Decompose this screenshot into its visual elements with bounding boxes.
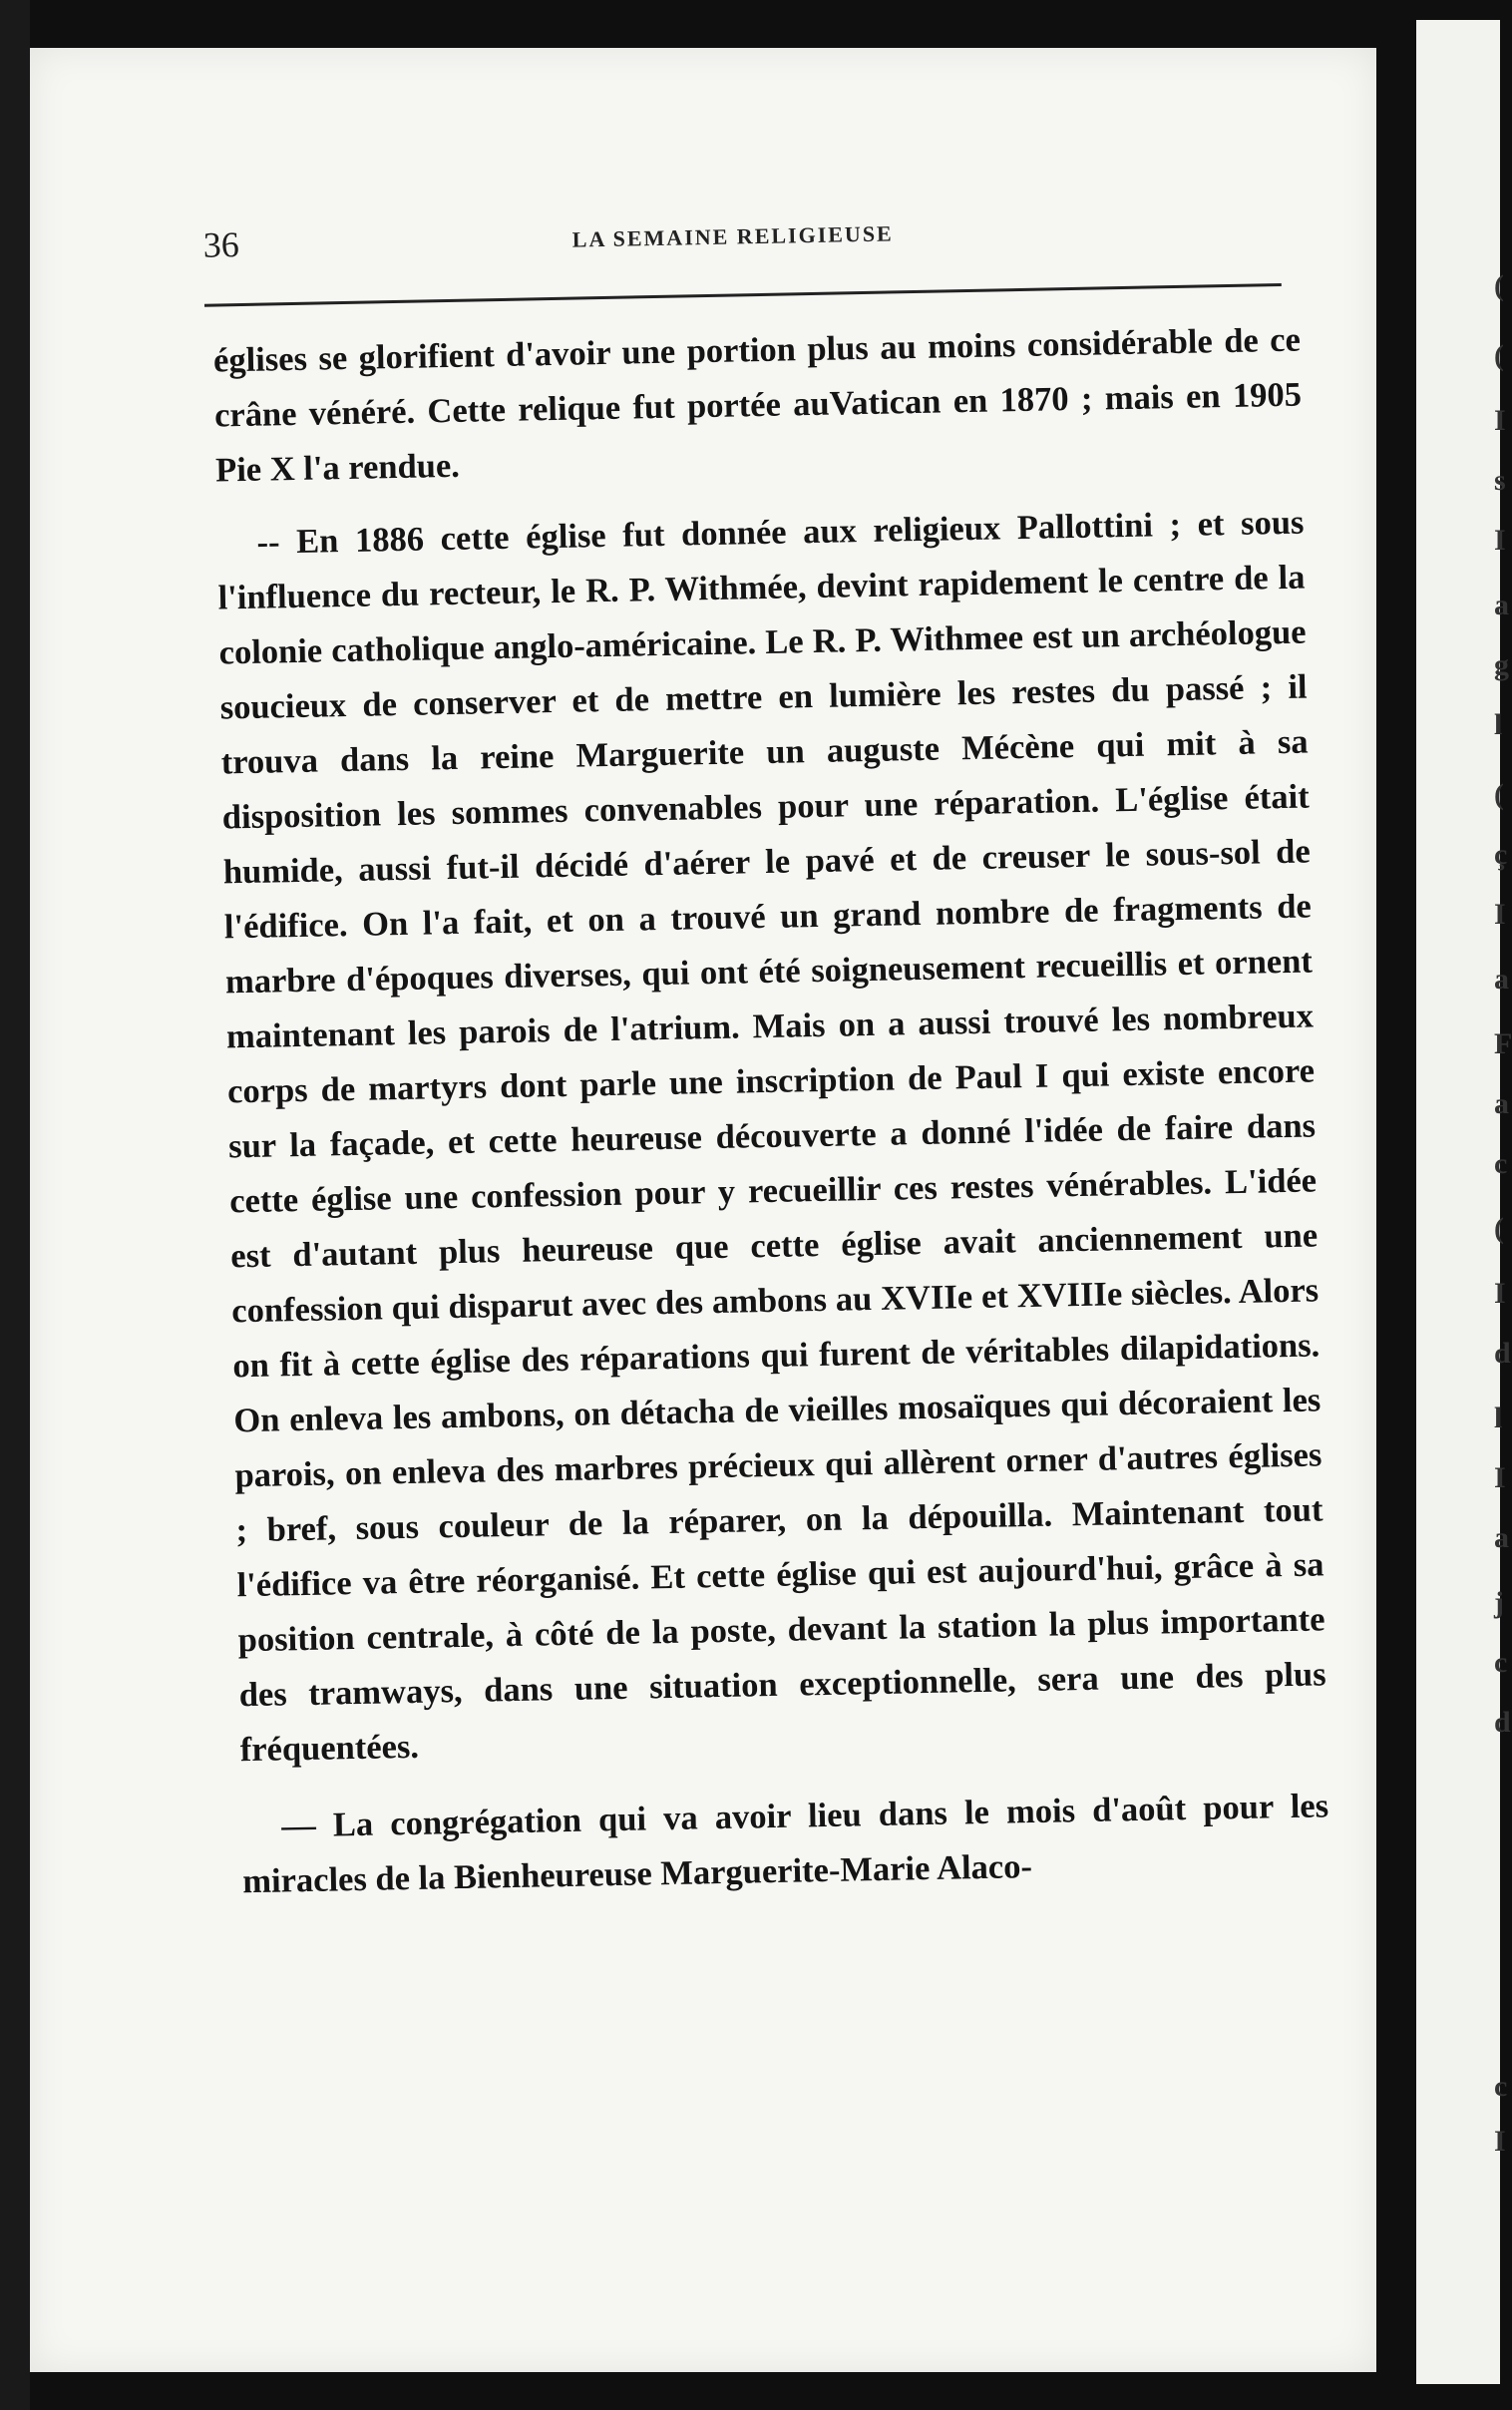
paragraph-continuation: églises se glorifient d'avoir une portion plus au moins considérable de ce crâne vénéré. Cette relique fut portée auVatican en 1870 ; mais en 1905 Pie X l'a rendue. <box>212 320 1303 490</box>
edge-letter: ( <box>1494 1212 1504 1245</box>
edge-letter: F <box>1494 1027 1512 1060</box>
edge-letter: I <box>1494 524 1506 557</box>
running-head: LA SEMAINE RELIGIEUSE <box>571 220 894 252</box>
edge-letter: ( <box>1494 778 1504 811</box>
edge-letter: c <box>1494 2070 1508 2103</box>
edge-letter: l <box>1494 708 1503 741</box>
edge-letter: I <box>1494 898 1506 931</box>
page-number: 36 <box>202 224 240 265</box>
adjacent-page-edge <box>1416 20 1512 2384</box>
edge-letter: c <box>1494 1147 1508 1180</box>
edge-letter: a <box>1494 1087 1509 1120</box>
edge-letter: I <box>1494 1461 1506 1494</box>
edge-letter: ( <box>1494 269 1504 302</box>
header-rule <box>204 283 1282 307</box>
edge-letter: c <box>1494 1646 1508 1679</box>
edge-letter: ( <box>1494 339 1504 372</box>
edge-letter: I <box>1494 2125 1506 2158</box>
edge-letter: d <box>1494 1706 1511 1739</box>
edge-letter: a <box>1494 589 1509 621</box>
edge-letter: s <box>1494 464 1506 497</box>
edge-letter: ç <box>1494 838 1508 871</box>
paragraph-pallottini: -- En 1886 cette église fut donnée aux religieux Pallottini ; et sous l'influence du recteur, le R. P. Withmée, devint rapidement le centre de la colonie catholique anglo-américaine. Le R. P. Withmee est un archéologue soucieux de conserver et de mettre en lumière les restes du passé ; il trouva dans la reine Marguerite un auguste Mécène qui mit à sa disposition les sommes convenables pour une réparation. L'église était humide, aussi fut-il décidé d'aérer le pavé et de creuser le sous-sol de l'édifice. On l'a fait, et on a trouvé un grand nombre de fragments de marbre d'époques diverses, qui ont été soigneusement recueillis et ornent maintenant les parois de l'atrium. Mais on a aussi trouvé les nombreux corps de martyrs dont parle une inscription de Paul I qui existe encore sur la façade, et cette heureuse découverte a donné l'idée de faire dans cette église une confession pour y recueillir ces restes vénérables. L'idée est d'autant plus heureuse que cette église avait anciennement une confession qui disparut avec des ambons au XVIIe et XVIIIe siècles. Alors on fit à cette église des réparations qui furent de véritables dilapidations. On enleva les ambons, on détacha de vieilles mosaïques qui décoraient les parois, on enleva des marbres précieux qui allèrent orner d'autres églises ; bref, sous couleur de la réparer, on la dépouilla. Maintenant tout l'édifice va être réorganisé. Et cette église qui est aujourd'hui, grâce à sa position centrale, à côté de la poste, devant la station la plus importante des tramways, dans une situation exceptionnelle, sera une des plus fréquentées. <box>217 503 1326 1770</box>
edge-letter: d <box>1494 1337 1511 1370</box>
edge-letter: a <box>1494 1521 1509 1554</box>
paragraph-congregation: — La congrégation qui va avoir lieu dans le mois d'août pour les miracles de la Bienheureuse Marguerite-Marie Alaco- <box>241 1787 1329 1901</box>
page-content <box>30 22 1420 2371</box>
scan-left-border <box>0 0 30 2410</box>
edge-letter: I <box>1494 404 1506 437</box>
edge-letter: a <box>1494 963 1509 996</box>
body-text <box>213 313 1330 1910</box>
edge-letter: I <box>1494 1277 1506 1310</box>
edge-letter: j <box>1494 1586 1504 1619</box>
edge-letter: l <box>1494 1402 1503 1434</box>
edge-letter: g <box>1494 648 1509 681</box>
